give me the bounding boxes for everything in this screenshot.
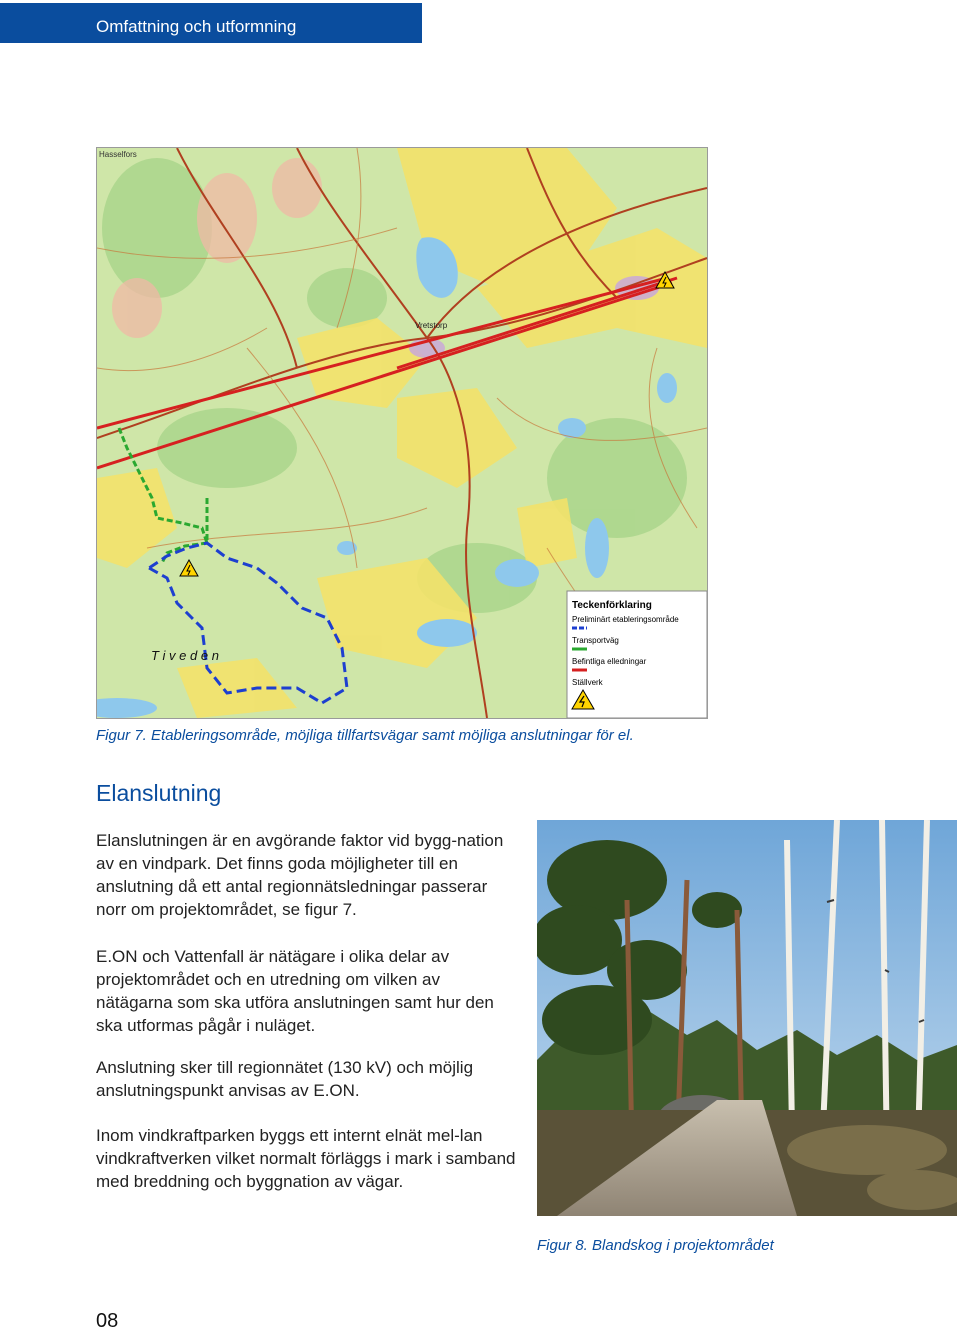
map-legend — [567, 591, 707, 718]
legend-item-label: Befintliga elledningar — [572, 657, 647, 666]
paragraph-4: Inom vindkraftparken byggs ett internt elnät mel-lan vindkraftverken vilket normalt förläggs i mark i samband med breddning och byggnation av vägar. — [96, 1126, 516, 1191]
map-label-town: Vretstorp — [415, 321, 448, 330]
header-bar — [0, 3, 422, 43]
legend-item-label: Preliminärt etableringsområde — [572, 615, 679, 624]
paragraph-1: Elanslutningen är en avgörande faktor vid bygg-nation av en vindpark. Det finns goda möjligheter till en anslutning då ett antal regionnätsledningar passerar norr om projektområdet, se figur 7. — [96, 831, 504, 919]
figure-7-caption: Figur 7. Etableringsområde, möjliga tillfartsvägar samt möjliga anslutningar för el. — [96, 727, 634, 744]
forest-photo — [537, 820, 957, 1216]
legend-item-label: Ställverk — [572, 678, 603, 687]
paragraph-3: Anslutning sker till regionnätet (130 kV) och möjlig anslutningspunkt anvisas av E.ON. — [96, 1058, 474, 1100]
project-map — [96, 147, 708, 719]
map-label-north-west: Hasselfors — [99, 150, 137, 159]
page-number: 08 — [96, 1310, 119, 1332]
map-label-region: T i v e d e n — [151, 648, 219, 663]
legend-title: Teckenförklaring — [572, 600, 652, 611]
figure-8-caption: Figur 8. Blandskog i projektområdet — [537, 1237, 774, 1254]
section-heading: Elanslutning — [96, 780, 222, 806]
section-title: Omfattning och utformning — [96, 17, 297, 36]
paragraph-2: E.ON och Vattenfall är nätägare i olika delar av projektområdet och en utredning om vilken av nätägarna som ska utföra anslutningen samt hur den ska utformas pågår i nuläget. — [96, 947, 494, 1035]
legend-item-label: Transportväg — [572, 636, 619, 645]
